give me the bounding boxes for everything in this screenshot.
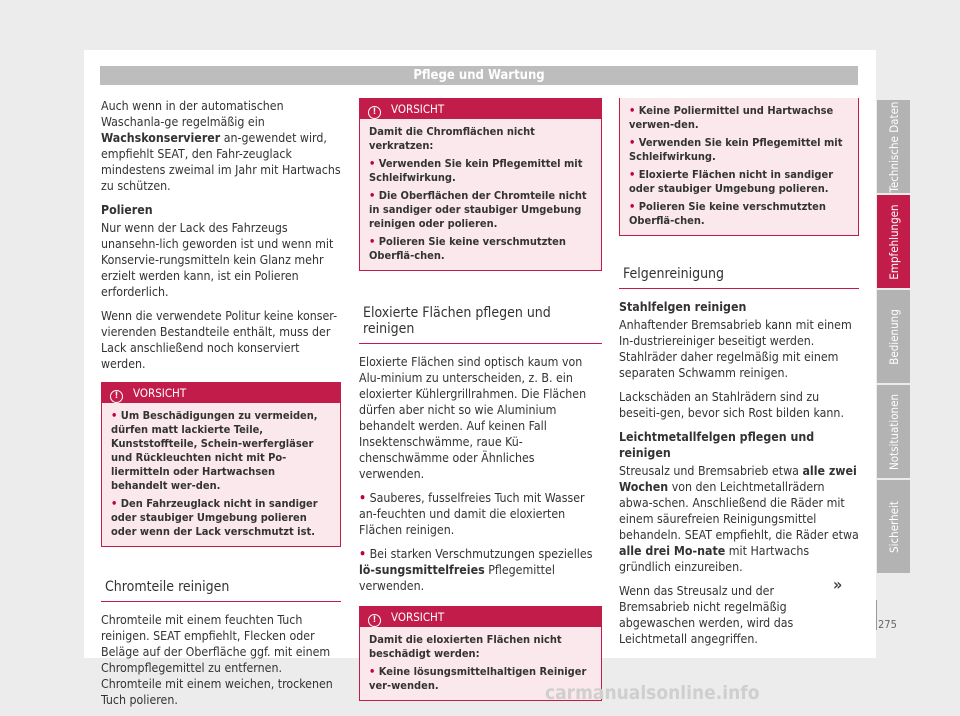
warning-item: • Polieren Sie keine verschmutzten Oberflä-chen. (369, 235, 566, 262)
watermark: carmanualsonline.info (545, 682, 760, 704)
warning-item: • Die Oberflächen der Chromteile nicht in sandiger oder staubiger Umgebung reinigen oder polieren. (369, 189, 587, 230)
leicht-text: Streusalz und Bremsabrieb etwa alle zwei Wochen von den Leichtmetallrädern abwa-schen. Anschließend die Räder mit einem säurefreien Reinigungsmittel behandeln. SEAT empfiehlt, die Räder etwa alle drei Mo-nate mit Hartwachs gründlich einzureiben. (619, 464, 859, 574)
warning-icon: ! (368, 614, 381, 627)
section-title-felgen: Felgenreinigung (619, 266, 859, 289)
continue-arrow-icon: » (833, 575, 843, 594)
warning-box-2: ! VORSICHT Damit die Chromflächen nicht verkratzen: • Verwenden Sie kein Pflegemittel mit Schleifwirkung. • Die Oberflächen der Chromteile nicht in sandiger oder staubiger Umgebung reinigen oder polieren. • Polieren Sie keine verschmutzten Oberflä-chen. (359, 98, 602, 271)
column-3 (619, 98, 859, 655)
bullet-item: • Bei starken Verschmutzungen spezielles lö-sungsmittelfreies Pflegemittel verwenden. (359, 547, 593, 593)
stahl-text-2: Lackschäden an Stahlrädern sind zu beseiti-gen, bevor sich Rost bilden kann. (619, 390, 844, 420)
warning-item: • Um Beschädigungen zu vermeiden, dürfen matt lackierte Teile, Kunststoffteile, Schein-werfergläser und Rückleuchten nicht mit Po-liermitteln oder Hartwachsen behandelt wer-den. (111, 409, 318, 492)
tab-notsituationen[interactable]: Notsituationen (877, 385, 910, 478)
polieren-text: Nur wenn der Lack des Fahrzeugs unansehn-lich geworden ist und wenn mit Konservie-rungsmitteln kein Glanz mehr erzielt werden kann, ist ein Polieren erforderlich. (101, 221, 334, 299)
warning-item: • Keine lösungsmittelhaltigen Reiniger ver-wenden. (369, 665, 587, 692)
politur-text: Wenn die verwendete Politur keine konser-vierenden Bestandteile enthält, muss der Lack anschließend noch konserviert werden. (101, 309, 338, 371)
page-number: 275 (878, 618, 897, 631)
page-header: Pflege und Wartung (100, 66, 858, 85)
polieren-heading: Polieren (101, 203, 153, 217)
bullet-item: • Sauberes, fusselfreies Tuch mit Wasser an-feuchten und damit die eloxierten Flächen reinigen. (359, 491, 585, 537)
warning-item: • Polieren Sie keine verschmutzten Oberflä-chen. (629, 200, 826, 227)
tab-bedienung[interactable]: Bedienung (877, 290, 910, 383)
warning-item: • Den Fahrzeuglack nicht in sandiger oder staubiger Umgebung polieren oder wenn der Lack verschmutzt ist. (111, 497, 318, 538)
column-2 (359, 98, 602, 711)
warning-item: • Verwenden Sie kein Pflegemittel mit Schleifwirkung. (369, 157, 583, 184)
warning-icon: ! (368, 106, 381, 119)
tab-empfehlungen[interactable]: Empfehlungen (877, 195, 910, 288)
chapter-tabs (877, 100, 910, 575)
warning-item: • Eloxierte Flächen nicht in sandiger oder staubiger Umgebung polieren. (629, 168, 834, 195)
stahl-text-1: Anhaftender Bremsabrieb kann mit einem In-dustriereiniger beseitigt werden. Stahlräder daher regelmäßig mit einem separaten Schwamm reinigen. (619, 318, 852, 380)
eloxierte-text: Eloxierte Flächen sind optisch kaum von Alu-minium zu unterscheiden, z. B. ein eloxierter Kühlergrillrahmen. Die Flächen dürfen aber nicht so wie Aluminium behandelt werden. Auf keinen Fall Insektenschwämme, raue Kü-chenschwämme oder Ähnliches verwenden. (359, 355, 587, 481)
leicht-heading: Leichtmetallfelgen pflegen und reinigen (619, 430, 815, 460)
warning-box-3: ! VORSICHT Damit die eloxierten Flächen nicht beschädigt werden: • Keine lösungsmittelhaltigen Reiniger ver-wenden. (359, 606, 602, 701)
page-number-divider (876, 600, 877, 630)
section-title-chromteile: Chromteile reinigen (101, 579, 341, 602)
warning-icon: ! (110, 390, 123, 403)
section-title-eloxierte: Eloxierte Flächen pflegen und reinigen (359, 305, 602, 344)
intro-paragraph: Auch wenn in der automatischen Waschanla-ge regelmäßig ein Wachskonservierer an-gewendet wird, empfiehlt SEAT, den Fahr-zeuglack mindestens zweimal im Jahr mit Hartwachs zu schützen. (101, 99, 341, 193)
tab-sicherheit[interactable]: Sicherheit (877, 480, 910, 573)
tab-technische-daten[interactable]: Technische Daten (877, 100, 910, 193)
warning-box-1: ! VORSICHT • Um Beschädigungen zu vermeiden, dürfen matt lackierte Teile, Kunststoffteile, Schein-werfergläser und Rückleuchten nicht mit Po-liermitteln oder Hartwachsen behandelt wer-den. • Den Fahrzeuglack nicht in sandiger oder staubiger Umgebung polieren oder wenn der Lack verschmutzt ist. (101, 382, 341, 547)
warning-box-continued (619, 98, 859, 236)
chromteile-text: Chromteile mit einem feuchten Tuch reinigen. SEAT empfiehlt, Flecken oder Beläge auf der Oberfläche ggf. mit einem Chrompflegemittel zu entfernen. Chromteile mit einem weichen, trockenen Tuch polieren. (101, 613, 333, 707)
stahl-heading: Stahlfelgen reinigen (619, 300, 747, 314)
column-1 (101, 98, 341, 716)
warning-item: • Keine Poliermittel und Hartwachse verwen-den. (629, 104, 834, 131)
warning-item: • Verwenden Sie kein Pflegemittel mit Schleifwirkung. (629, 136, 843, 163)
final-text: Wenn das Streusalz und der Bremsabrieb nicht regelmäßig abgewaschen werden, wird das Leichtmetall angegriffen. (619, 584, 794, 646)
